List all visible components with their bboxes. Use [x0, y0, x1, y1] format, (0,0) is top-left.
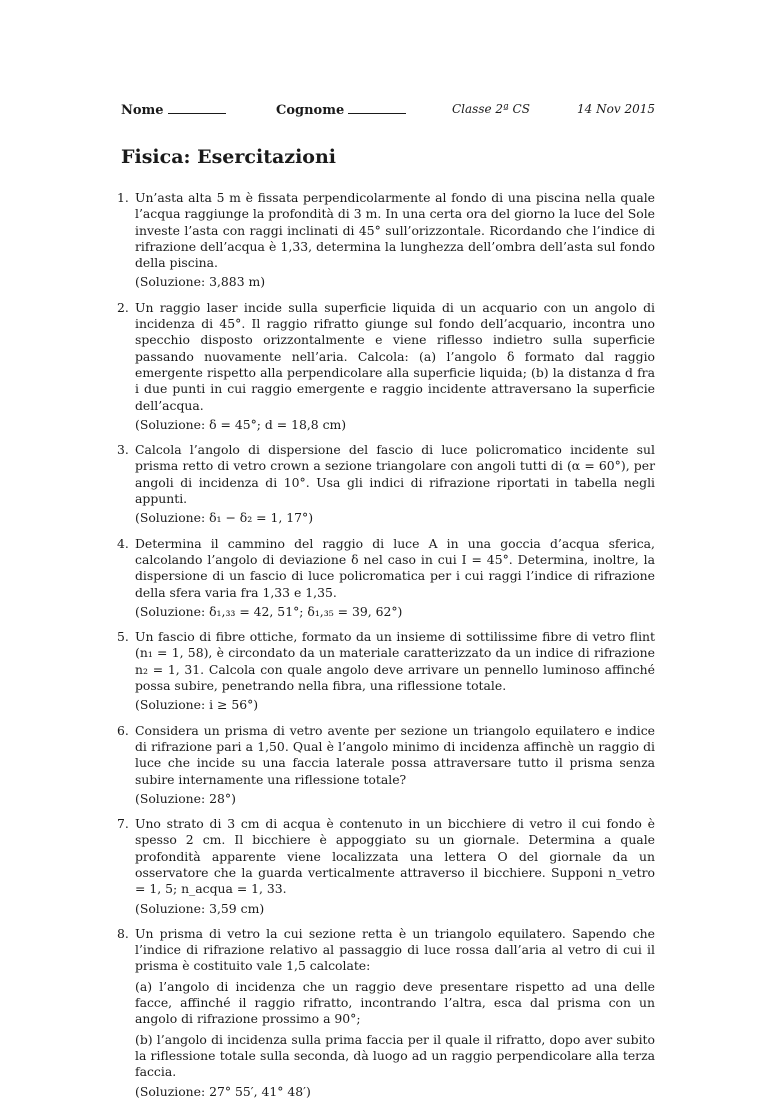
exercise-solution: (Soluzione: δ₁ − δ₂ = 1, 17°) [135, 510, 314, 526]
exercise-solution: (Soluzione: δ = 45°; d = 18,8 cm) [135, 416, 347, 432]
exercise-solution: (Soluzione: 3,883 m) [135, 274, 266, 290]
exercise-solution: (Soluzione: 27° 55′, 41° 48′) [135, 1083, 311, 1099]
exercise-number: 7. [117, 816, 129, 832]
exercise-item [117, 629, 655, 713]
exercise-number: 5. [117, 629, 129, 645]
exercise-solution: (Soluzione: δ₁,₃₃ = 42, 51°; δ₁,₃₅ = 39, 62°) [135, 603, 403, 619]
exercise-text: Considera un prisma di vetro avente per sezione un triangolo equilatero e indice di rifrazione pari a 1,50. Qual è l’angolo minimo di incidenza affinchè un raggio di luce che incide su una faccia laterale possa attraversare tutto il prisma senza subire internamente una riflessione totale? [135, 722, 655, 787]
cognome-label: Cognome [276, 103, 345, 118]
exercise-text: Calcola l’angolo di dispersione del fascio di luce policromatico incidente sul prisma retto di vetro crown a sezione triangolare con angoli tutti di (α = 60°), per angoli di incidenza di 10°. Usa gli indici di rifrazione riportati in tabella negli appunti. [135, 442, 655, 507]
exercise-item [117, 816, 655, 917]
exercise-item [117, 926, 655, 1100]
exercise-solution: (Soluzione: 3,59 cm) [135, 900, 265, 916]
cognome-field [276, 101, 406, 118]
exercise-solution: (Soluzione: 28°) [135, 790, 236, 806]
nome-blank-line[interactable] [168, 101, 226, 114]
exercise-text: Un’asta alta 5 m è fissata perpendicolarmente al fondo di una piscina nella quale l’acqua raggiunge la profondità di 3 m. In una certa ora del giorno la luce del Sole investe l’asta con raggi inclinati di 45° sull’orizzontale. Ricordando che l’indice di rifrazione dell’acqua è 1,33, determina la lunghezza dell’ombra dell’asta sul fondo della piscina. [135, 190, 655, 271]
exercise-item [117, 300, 655, 433]
exercise-text: Determina il cammino del raggio di luce A in una goccia d’acqua sferica, calcolando l’angolo di deviazione δ nel caso in cui I = 45°. Determina, inoltre, la dispersione di un fascio di luce policromatica per i cui raggi l’indice di rifrazione della sfera varia fra 1,33 e 1,35. [135, 535, 655, 600]
exercise-item [117, 536, 655, 620]
exercise-text: Un prisma di vetro la cui sezione retta è un triangolo equilatero. Sapendo che l’indice di rifrazione relativo al passaggio di luce rossa dall’aria al vetro di cui il prisma è costituito vale 1,5 calcolate: [135, 925, 655, 974]
cognome-blank-line[interactable] [348, 101, 406, 114]
exercise-text: Un raggio laser incide sulla superficie liquida di un acquario con un angolo di incidenza di 45°. Il raggio rifratto giunge sul fondo dell’acquario, incontra uno specchio disposto orizzontalmente e viene riflesso indietro sulla superficie passando nuovamente nell’aria. Calcola: (a) l’angolo δ formato dal raggio emergente rispetto alla perpendicolare alla superficie liquida; (b) la distanza d fra i due punti in cui raggio emergente e raggio incidente attraversano la superficie dell’acqua. [135, 299, 655, 413]
exercise-number: 2. [117, 299, 129, 315]
exercise-number: 4. [117, 535, 129, 551]
exercise-number: 8. [117, 925, 129, 941]
page-title: Fisica: Esercitazioni [121, 146, 336, 168]
exercise-item [117, 723, 655, 807]
exercise-number: 3. [117, 442, 129, 458]
exercise-part-a: (a) l’angolo di incidenza che un raggio deve presentare rispetto ad una delle facce, affinché il raggio rifratto, incontrando l’altra, esca dal prisma con un angolo di rifrazione prossimo a 90°; [135, 978, 655, 1027]
classe-label: Classe 2ª CS [452, 102, 530, 116]
exercise-solution: (Soluzione: i ≥ 56°) [135, 697, 259, 713]
exercise-part-b: (b) l’angolo di incidenza sulla prima faccia per il quale il rifratto, dopo aver subito la riflessione totale sulla seconda, dà luogo ad un raggio perpendicolare alla terza faccia. [135, 1031, 655, 1080]
nome-field [121, 101, 226, 118]
exercise-number: 6. [117, 722, 129, 738]
exercise-text: Uno strato di 3 cm di acqua è contenuto in un bicchiere di vetro il cui fondo è spesso 2 cm. Il bicchiere è appoggiato su un giornale. Determina a quale profondità apparente viene localizzata una lettera O del giornale da un osservatore che la guarda verticalmente attraverso il bicchiere. Supponi n_vetro = 1, 5; n_acqua = 1, 33. [135, 816, 655, 897]
exercise-text: Un fascio di fibre ottiche, formato da un insieme di sottilissime fibre di vetro flint (n₁ = 1, 58), è circondato da un materiale caratterizzato da un indice di rifrazione n₂ = 1, 31. Calcola con quale angolo deve arrivare un pennello luminoso affinché possa subire, penetrando nella fibra, una riflessione totale. [135, 629, 655, 694]
exercise-item [117, 190, 655, 291]
nome-label: Nome [121, 103, 164, 118]
header [121, 101, 655, 121]
exercise-number: 1. [117, 190, 129, 205]
exercise-list [117, 190, 655, 1109]
exercise-item [117, 442, 655, 526]
date-label: 14 Nov 2015 [577, 102, 655, 116]
